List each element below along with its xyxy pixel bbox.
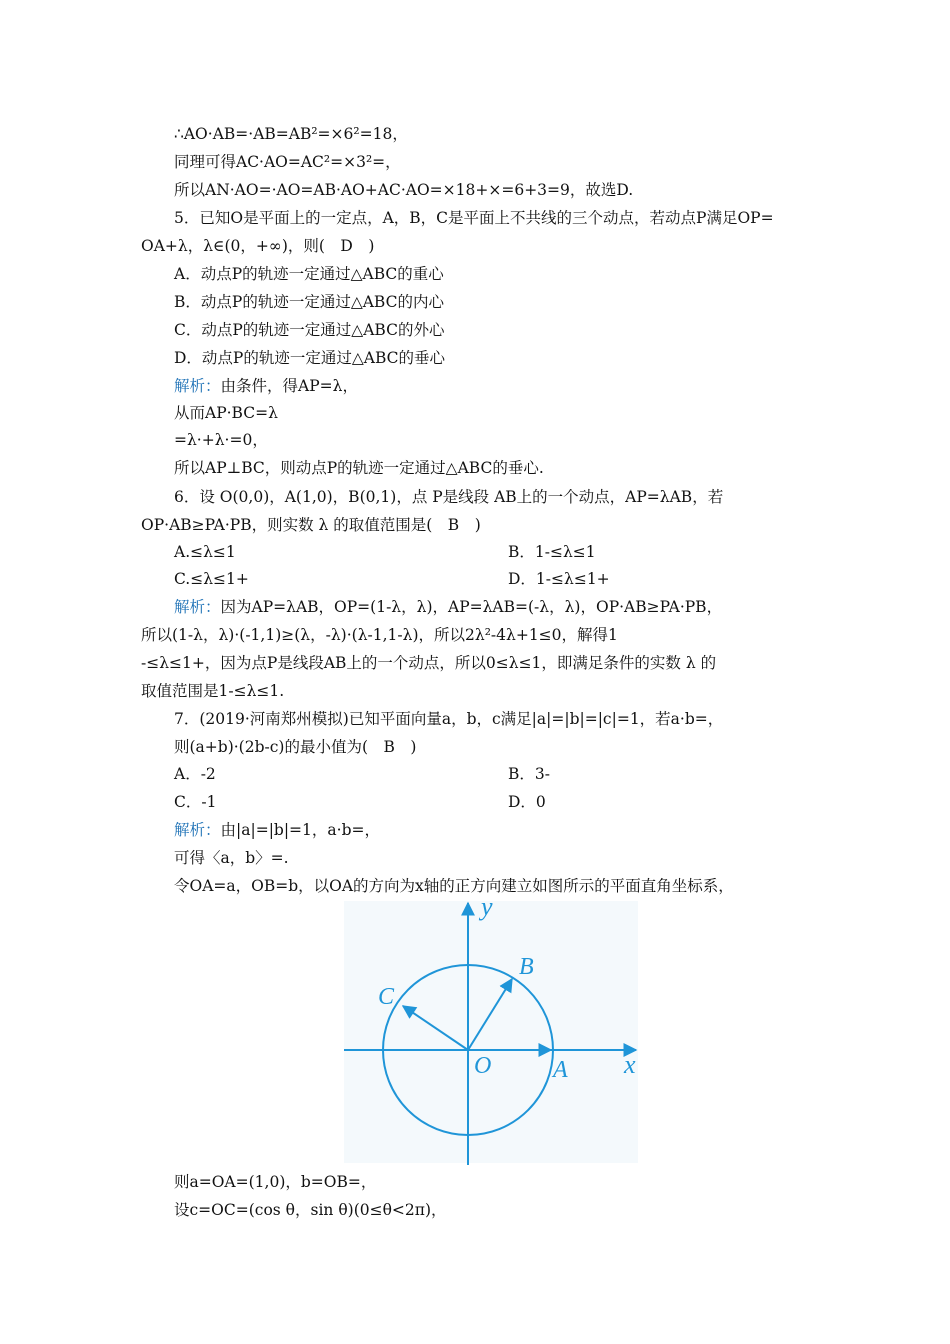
line-text: 因为AP=λAB，OP=(1-λ，λ)，AP=λAB=(-λ，λ)，OP·AB≥PA·PB， [220,598,723,616]
text-line-l14 [174,487,723,507]
text-line-l21 [141,625,618,645]
text-line-l04 [174,208,774,228]
line-text: A．动点P的轨迹一定通过△ABC的重心 [174,265,444,283]
line-text: B．3- [508,765,550,783]
text-line-l05 [141,236,374,256]
line-text: D．1-≤λ≤1+ [508,570,610,588]
text-line-l16 [174,542,236,562]
line-text: 由条件，得AP=λ， [220,377,358,395]
coordinate-figure [336,895,646,1170]
text-line-l18 [174,569,249,589]
text-line-l09 [174,348,445,368]
text-line-l17 [508,542,596,562]
line-text: 设c=OC=(cos θ，sin θ)(0≤θ<2π)， [174,1201,447,1219]
line-text: 所以AP⊥BC，则动点P的轨迹一定通过△ABC的垂心. [174,459,544,477]
text-line-l01 [174,124,408,144]
text-line-l19 [508,569,610,589]
line-text: 所以(1-λ，λ)·(-1,1)≥(λ，-λ)·(λ-1,1-λ)，所以2λ²-4λ+1≤0，解得1 [141,626,618,644]
line-text: 5．已知O是平面上的一定点，A，B，C是平面上不共线的三个动点，若动点P满足OP= [174,209,774,227]
text-line-l03 [174,180,633,200]
line-text: D．动点P的轨迹一定通过△ABC的垂心 [174,349,446,367]
line-text: =λ·+λ·=0， [174,431,268,449]
line-text: OA+λ，λ∈(0，+∞)，则( D ) [141,237,375,255]
line-text: C.≤λ≤1+ [174,570,249,588]
text-line-l24 [174,709,723,729]
line-text: 可得〈a，b〉=. [174,849,289,867]
line-text: -≤λ≤1+，因为点P是线段AB上的一个动点，所以0≤λ≤1，即满足条件的实数 λ 的 [141,654,717,672]
text-line-l20 [174,597,722,617]
text-line-l07 [174,292,444,312]
line-text: 同理可得AC·AO=AC²=×3²=， [174,153,401,171]
label-y: y [481,895,493,921]
text-line-l13 [174,458,544,478]
label-a: A [553,1057,568,1083]
text-line-l02 [174,152,401,172]
label-c: C [378,984,395,1010]
line-text: 令OA=a，OB=b，以OA的方向为x轴的正方向建立如图所示的平面直角坐标系， [174,877,734,895]
line-text: B．动点P的轨迹一定通过△ABC的内心 [174,293,444,311]
text-line-l12 [174,430,268,450]
line-text: C．-1 [174,793,217,811]
text-line-l32 [174,876,734,896]
text-line-l29 [508,792,546,812]
line-text: 取值范围是1-≤λ≤1. [141,682,285,700]
figure-background [344,901,638,1163]
line-text: 所以AN·AO=·AO=AB·AO+AC·AO=×18+×=6+3=9，故选D. [174,181,634,199]
text-line-l22 [141,653,716,673]
text-line-l10 [174,376,358,396]
text-line-l27 [508,764,550,784]
line-text: D．0 [508,793,546,811]
line-text: 6．设 O(0,0)，A(1,0)，B(0,1)，点 P是线段 AB上的一个动点，AP=λAB，若 [174,488,724,506]
line-text: OP·AB≥PA·PB，则实数 λ 的取值范围是( B ) [141,516,481,534]
line-text: 从而AP·BC=λ [174,404,278,422]
text-line-l34 [174,1200,447,1220]
line-text: 7．(2019·河南郑州模拟)已知平面向量a，b，c满足|a|=|b|=|c|=1，若a·b=， [174,710,724,728]
text-line-l15 [141,515,481,535]
line-text: A．-2 [174,765,216,783]
text-line-l33 [174,1172,376,1192]
text-line-l30 [174,820,380,840]
text-line-l08 [174,320,444,340]
text-line-l06 [174,264,444,284]
line-text: ∴AO·AB=·AB=AB²=×6²=18， [174,125,408,143]
line-text: 则a=OA=(1,0)，b=OB=， [174,1173,377,1191]
analysis-label: 解析： [174,821,221,839]
line-text: C．动点P的轨迹一定通过△ABC的外心 [174,321,445,339]
analysis-label: 解析： [174,598,221,616]
text-line-l28 [174,792,216,812]
analysis-label: 解析： [174,377,221,395]
text-line-l11 [174,403,278,423]
text-line-l25 [174,737,416,757]
line-text: 由|a|=|b|=1，a·b=， [220,821,380,839]
label-x: x [624,1050,636,1079]
label-origin: O [474,1053,492,1079]
text-line-l23 [141,681,284,701]
label-b: B [519,954,534,980]
line-text: A.≤λ≤1 [174,543,236,561]
text-line-l31 [174,848,289,868]
text-line-l26 [174,764,216,784]
line-text: 则(a+b)·(2b-c)的最小值为( B ) [174,738,417,756]
line-text: B．1-≤λ≤1 [508,543,596,561]
